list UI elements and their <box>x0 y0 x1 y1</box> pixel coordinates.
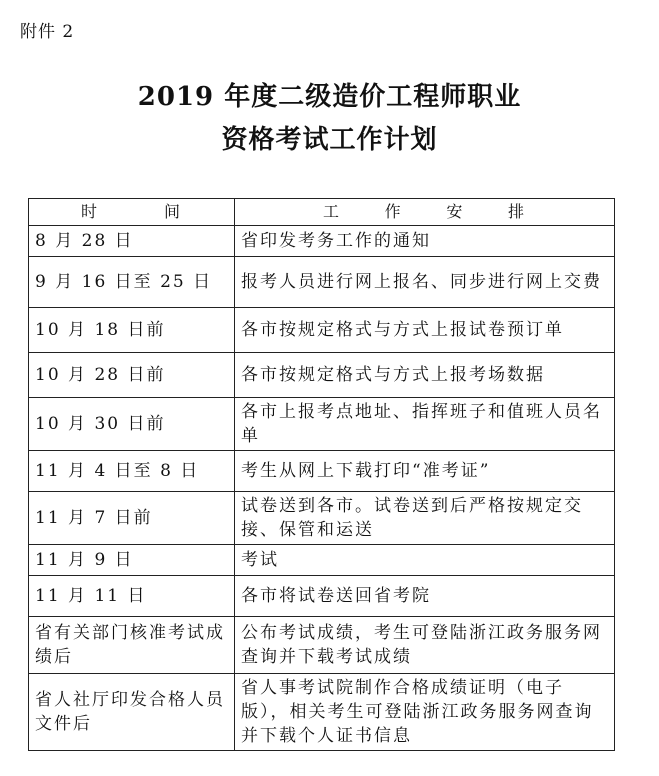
work-cell: 公布考试成绩，考生可登陆浙江政务服务网查询并下载考试成绩 <box>235 617 615 674</box>
time-cell: 省有关部门核准考试成绩后 <box>29 617 235 674</box>
time-cell: 10 月 18 日前 <box>29 308 235 353</box>
table-row <box>29 617 615 674</box>
time-cell: 10 月 28 日前 <box>29 353 235 398</box>
work-cell: 各市将试卷送回省考院 <box>235 576 615 617</box>
work-cell: 省人事考试院制作合格成绩证明（电子版），相关考生可登陆浙江政务服务网查询并下载个人证书信息 <box>235 674 615 751</box>
work-cell: 各市按规定格式与方式上报考场数据 <box>235 353 615 398</box>
table-row <box>29 226 615 257</box>
table-header-row <box>29 199 615 226</box>
work-cell: 考试 <box>235 545 615 576</box>
header-time-char: 时 <box>81 202 100 221</box>
time-cell: 11 月 7 日前 <box>29 492 235 545</box>
table-row <box>29 257 615 308</box>
time-cell: 9 月 16 日至 25 日 <box>29 257 235 308</box>
time-cell: 11 月 9 日 <box>29 545 235 576</box>
schedule-table <box>28 198 615 751</box>
header-work-char: 安 <box>446 202 465 221</box>
document-title-line-1: 2019 年度二级造价工程师职业 <box>137 82 522 112</box>
header-work-char: 作 <box>384 202 403 221</box>
table-row <box>29 492 615 545</box>
table-row <box>29 674 615 751</box>
work-cell: 报考人员进行网上报名、同步进行网上交费 <box>235 257 615 308</box>
document-title-line-2: 资格考试工作计划 <box>221 125 438 155</box>
table-row <box>29 545 615 576</box>
time-cell: 省人社厅印发合格人员文件后 <box>29 674 235 751</box>
time-cell: 8 月 28 日 <box>29 226 235 257</box>
work-cell: 各市按规定格式与方式上报试卷预订单 <box>235 308 615 353</box>
work-cell: 各市上报考点地址、指挥班子和值班人员名单 <box>235 398 615 451</box>
header-work-char: 工 <box>323 202 342 221</box>
table-row <box>29 576 615 617</box>
header-work <box>235 199 615 226</box>
time-cell: 10 月 30 日前 <box>29 398 235 451</box>
header-time-char: 间 <box>163 202 182 221</box>
table-row <box>29 308 615 353</box>
header-time <box>29 199 235 226</box>
work-cell: 考生从网上下载打印“准考证” <box>235 451 615 492</box>
work-cell: 省印发考务工作的通知 <box>235 226 615 257</box>
header-work-char: 排 <box>507 202 526 221</box>
time-cell: 11 月 4 日至 8 日 <box>29 451 235 492</box>
table-row <box>29 451 615 492</box>
table-row <box>29 398 615 451</box>
table-row <box>29 353 615 398</box>
time-cell: 11 月 11 日 <box>29 576 235 617</box>
attachment-label: 附件 2 <box>20 22 75 42</box>
work-cell: 试卷送到各市。试卷送到后严格按规定交接、保管和运送 <box>235 492 615 545</box>
